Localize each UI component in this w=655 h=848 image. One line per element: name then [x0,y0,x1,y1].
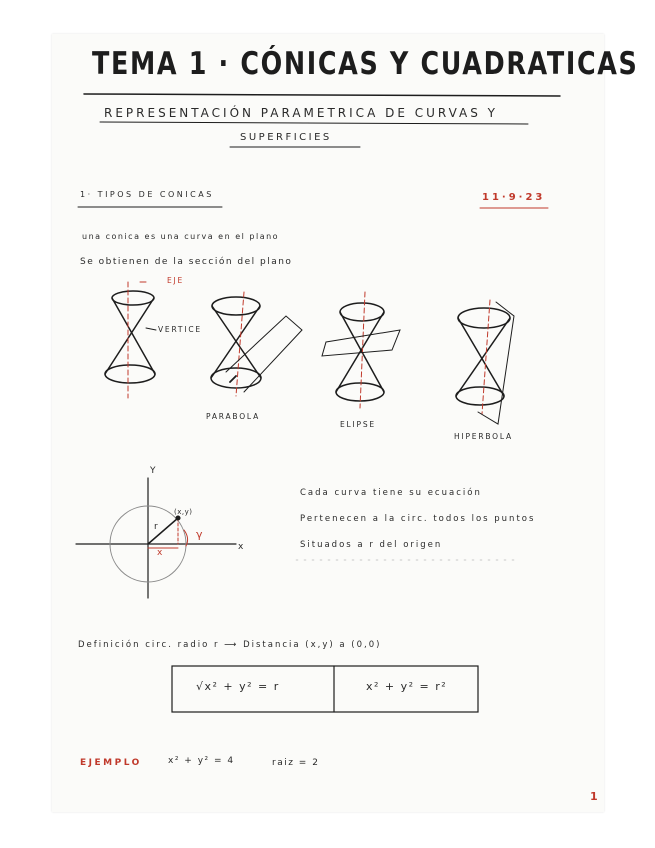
intro-line-2: Se obtienen de la sección del plano [80,257,293,267]
subtitle-underline-1 [100,122,528,124]
elipse-label: ELIPSE [340,420,376,429]
hiperbola-label: HIPERBOLA [454,432,513,441]
intro-line-1: una conica es una curva en el plano [82,232,280,241]
date-label: 11·9·23 [482,192,546,203]
unit-circle-diagram [76,478,236,598]
axis-x-label: x [238,542,245,552]
cone-generic-icon [105,282,156,398]
section-heading: 1· TIPOS DE CONICAS [80,190,214,199]
formula-squared: x² + y² = r² [366,680,448,693]
subtitle-line-2: SUPERFICIES [240,132,332,143]
definition-line: Definición circ. radio r ⟶ Distancia (x,y) a (0,0) [78,640,382,650]
page-title: TEMA 1 · CÓNICAS Y CUADRATICAS [92,46,639,82]
note-line-1: Cada curva tiene su ecuación [300,488,482,498]
x-projection-label: x [157,548,163,558]
page-number: 1 [590,790,598,803]
note-line-3: Situados a r del origen [300,540,443,550]
subtitle-line-1: REPRESENTACIÓN PARAMETRICA DE CURVAS Y [104,106,498,120]
title-underline [84,94,560,96]
example-root: raiz = 2 [272,758,320,768]
vertice-label: VERTICE [158,325,202,334]
cone-parabola-icon [211,292,302,396]
parabola-label: PARABOLA [206,412,261,421]
eje-label: EJE [167,276,185,285]
point-label: (x,y) [174,508,193,516]
cone-ellipse-icon [322,292,400,408]
example-equation: x² + y² = 4 [168,756,235,766]
note-line-2: Pertenecen a la circ. todos los puntos [300,514,536,524]
radius-label: r [154,522,160,532]
radius-line [148,518,178,544]
example-label: EJEMPLO [80,758,142,768]
axis-y-label: Y [150,466,157,476]
angle-label: γ [196,528,203,541]
formula-sqrt: √x² + y² = r [196,680,280,693]
cone-hyperbola-icon [456,300,514,424]
